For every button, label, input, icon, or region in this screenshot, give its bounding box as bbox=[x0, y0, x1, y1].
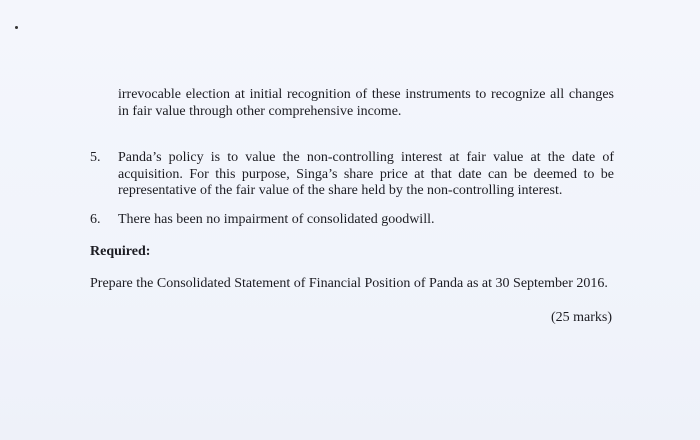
question-instruction: Prepare the Consolidated Statement of Financial Position of Panda as at 30 September 2016. bbox=[90, 276, 608, 291]
note-number: 6. bbox=[90, 212, 101, 227]
note-text: Panda’s policy is to value the non-controlling interest at fair value at the date of acquisition. For this purpose, Singa’s share price at that date can be deemed to be representative of the fair value of the share held by the non-controlling interest. bbox=[118, 150, 614, 198]
required-heading: Required: bbox=[90, 244, 151, 259]
note-number: 5. bbox=[90, 150, 101, 165]
continued-paragraph: irrevocable election at initial recognition of these instruments to recognize all changes in fair value through other comprehensive income. bbox=[118, 87, 614, 119]
scan-speck bbox=[15, 26, 18, 29]
note-item-6 bbox=[90, 212, 614, 229]
note-item-5 bbox=[90, 150, 614, 200]
note-text: There has been no impairment of consolidated goodwill. bbox=[118, 212, 435, 227]
marks-allocation: (25 marks) bbox=[550, 310, 612, 325]
